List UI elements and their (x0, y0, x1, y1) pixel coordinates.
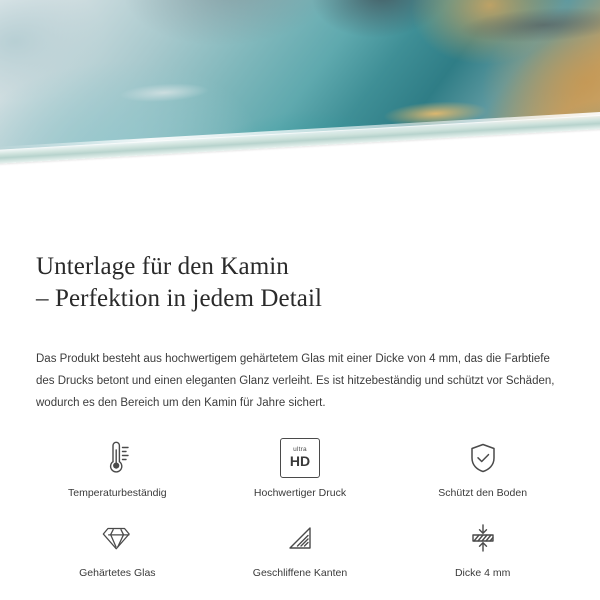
feature-label: Geschliffene Kanten (252, 566, 348, 579)
feature-temperature-resistant (26, 436, 209, 508)
thermometer-icon (95, 436, 139, 480)
ultra-hd-icon (280, 436, 320, 480)
feature-label: Schützt den Boden (438, 486, 528, 499)
feature-thickness (391, 516, 574, 588)
feature-label: Hochwertiger Druck (253, 486, 347, 499)
hero-image (0, 0, 600, 222)
shield-check-icon (461, 436, 505, 480)
headline-line-1: Unterlage für den Kamin (36, 252, 289, 280)
thickness-arrows-icon (461, 516, 505, 560)
feature-grid (0, 436, 600, 588)
feature-label: Temperaturbeständig (68, 486, 167, 499)
diamond-icon (95, 516, 139, 560)
ultra-hd-badge-top: ultra (293, 445, 307, 453)
glass-board-photo (0, 0, 600, 208)
page-title (0, 239, 600, 315)
feature-label: Dicke 4 mm (454, 566, 511, 579)
polished-edges-icon (278, 516, 322, 560)
feature-high-quality-print (209, 436, 392, 508)
headline-line-2: – Perfektion in jedem Detail (36, 284, 323, 312)
feature-tempered-glass (26, 516, 209, 588)
ultra-hd-badge-bottom: HD (289, 453, 311, 470)
feature-polished-edges (209, 516, 392, 588)
content-area (0, 222, 600, 588)
feature-label: Gehärtetes Glas (79, 566, 156, 579)
feature-protects-floor (391, 436, 574, 508)
product-description-text: Das Produkt besteht aus hochwertigem gehärtetem Glas mit einer Dicke von 4 mm, das die Farbtiefe des Drucks betont und einen eleganten Glanz verleiht. Es ist hitzebeständig und schützt vor Schäden, wodurch es den Bereich um den Kamin für Jahre sichert. (36, 352, 555, 409)
